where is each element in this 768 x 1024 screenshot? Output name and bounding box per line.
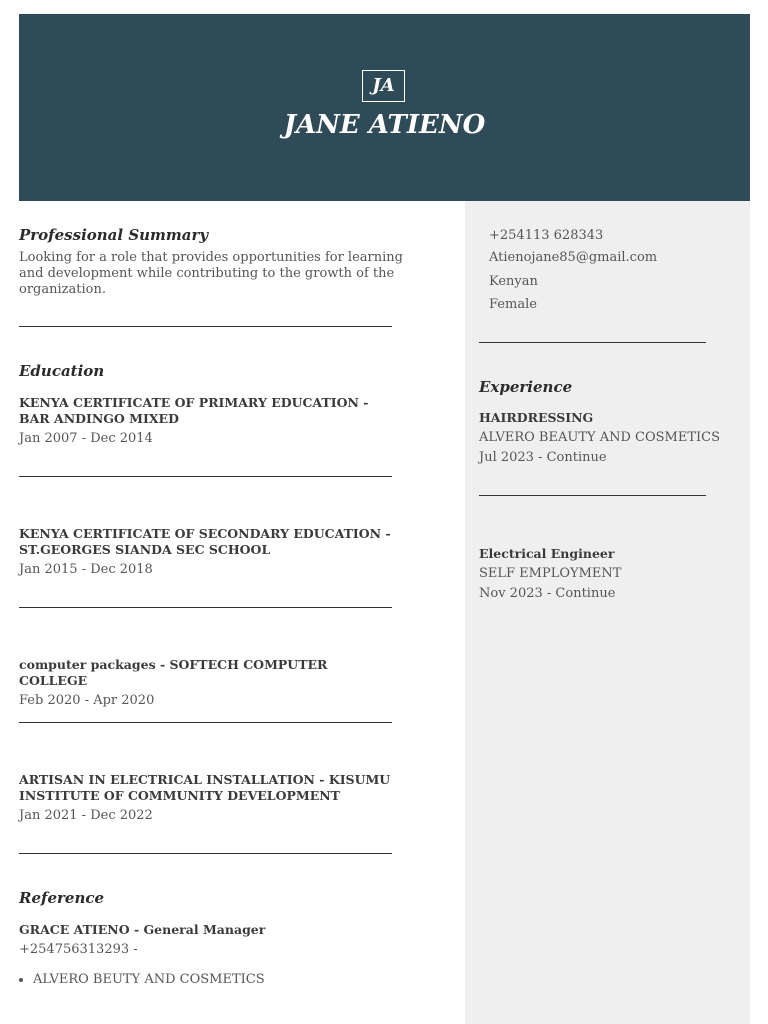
initials-monogram: JA (362, 70, 405, 102)
reference-name: GRACE ATIENO - General Manager (19, 922, 266, 937)
divider (19, 607, 392, 608)
contact-nationality: Kenyan (489, 274, 538, 289)
education-item (19, 772, 392, 824)
experience-role: HAIRDRESSING (479, 410, 594, 425)
divider (19, 853, 392, 854)
summary-section (19, 226, 429, 298)
experience-role: Electrical Engineer (479, 546, 615, 561)
education-item-title: KENYA CERTIFICATE OF PRIMARY EDUCATION - BAR ANDINGO MIXED (19, 395, 369, 426)
contact-email: Atienojane85@gmail.com (489, 250, 658, 265)
education-item-dates: Jan 2007 - Dec 2014 (19, 431, 153, 446)
education-item (19, 395, 392, 447)
summary-text: Looking for a role that provides opportunities for learning and development while contributing to the growth of the organization. (19, 250, 403, 297)
education-item-title: ARTISAN IN ELECTRICAL INSTALLATION - KISUMU INSTITUTE OF COMMUNITY DEVELOPMENT (19, 772, 391, 803)
education-item-title: KENYA CERTIFICATE OF SECONDARY EDUCATION - ST.GEORGES SIANDA SEC SCHOOL (19, 526, 391, 557)
experience-title: Experience (479, 378, 573, 396)
resume-header (19, 14, 750, 201)
experience-dates: Nov 2023 - Continue (479, 586, 616, 601)
reference-title: Reference (19, 889, 105, 907)
experience-company: ALVERO BEAUTY AND COSMETICS (479, 430, 720, 445)
education-item-dates: Feb 2020 - Apr 2020 (19, 693, 155, 708)
divider (479, 342, 706, 343)
education-item-dates: Jan 2015 - Dec 2018 (19, 562, 153, 577)
divider (19, 476, 392, 477)
divider (479, 495, 706, 496)
summary-title: Professional Summary (19, 226, 209, 244)
reference-phone: +254756313293 - (19, 942, 138, 957)
candidate-name: JANE ATIENO (283, 110, 486, 140)
reference-list (19, 972, 419, 987)
education-title: Education (19, 362, 105, 380)
reference-section (19, 922, 419, 987)
experience-company: SELF EMPLOYMENT (479, 566, 622, 581)
education-item-dates: Jan 2021 - Dec 2022 (19, 808, 153, 823)
contact-phone: +254113 628343 (489, 228, 604, 243)
divider (19, 326, 392, 327)
experience-item (479, 546, 739, 602)
contact-gender: Female (489, 297, 537, 312)
sidebar (465, 201, 750, 1024)
divider (19, 722, 392, 723)
education-item (19, 526, 392, 578)
education-item (19, 657, 399, 709)
education-item-title: computer packages - SOFTECH COMPUTER COLLEGE (19, 657, 328, 688)
experience-item (479, 410, 739, 466)
experience-dates: Jul 2023 - Continue (479, 450, 607, 465)
reference-company: • ALVERO BEUTY AND COSMETICS (33, 972, 419, 987)
